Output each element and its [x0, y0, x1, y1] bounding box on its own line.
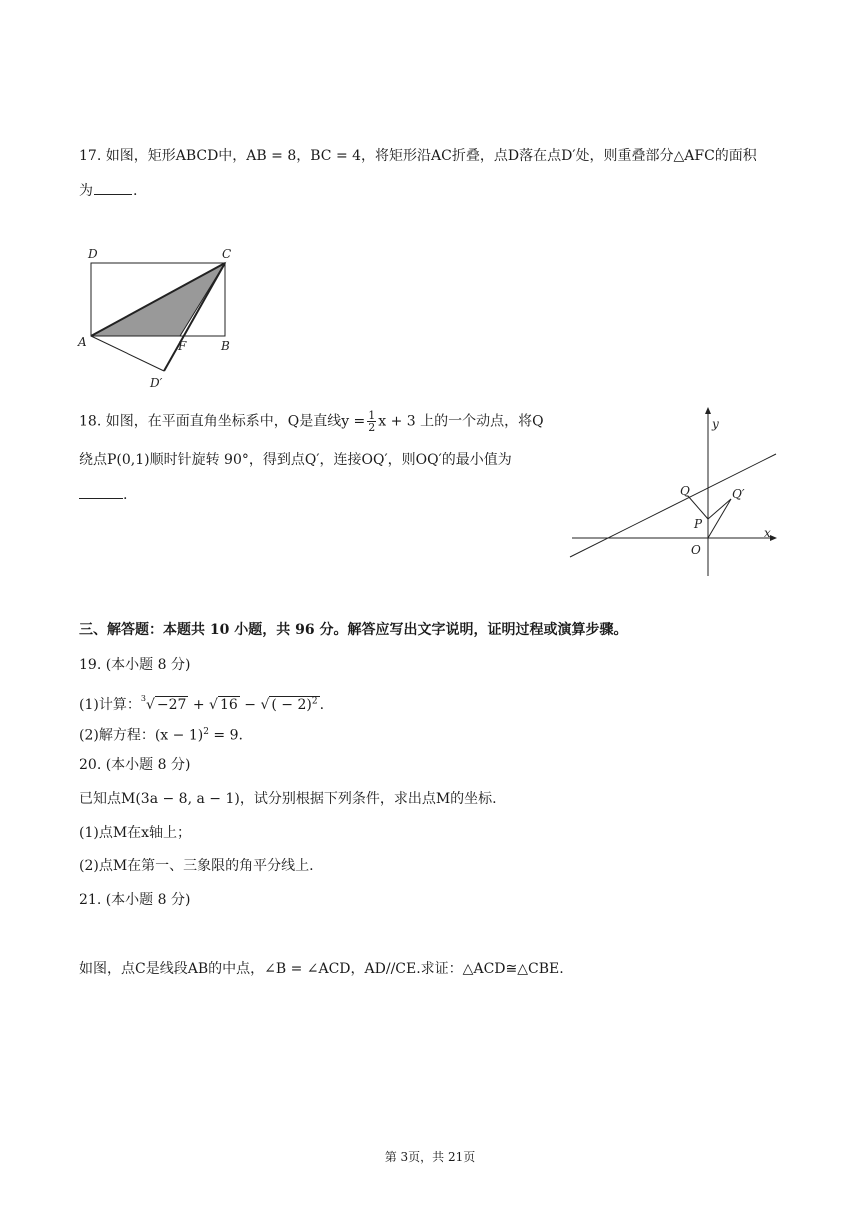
label-p: P	[694, 517, 703, 531]
q19-head: 19. (本小题 8 分)	[79, 657, 191, 673]
q20-part1: (1)点M在x轴上；	[79, 825, 192, 841]
q19-p1-label: (1)计算：	[79, 697, 141, 713]
label-b: B	[221, 339, 230, 353]
radical-sign: √	[145, 697, 155, 713]
line-y-half-x-plus-3	[570, 454, 776, 557]
plus-sign: +	[188, 697, 210, 713]
q20-part2: (2)点M在第一、三象限的角平分线上.	[79, 858, 314, 874]
cube-root-index: 3	[140, 694, 146, 703]
q17-line2-suffix: .	[133, 183, 138, 199]
q19-p2-expr: (x − 1)	[154, 727, 204, 744]
answer-blank	[94, 182, 132, 195]
radicand-1: −27	[156, 697, 187, 713]
label-d: D	[88, 247, 98, 261]
figure-17-rectangle-fold	[74, 240, 244, 392]
radicand-3	[269, 696, 319, 713]
radicand-3-exp: 2	[311, 696, 318, 707]
q19-part1	[79, 689, 324, 715]
label-y: y	[712, 417, 719, 431]
q18-line1	[79, 410, 544, 433]
frac-den: 2	[368, 421, 376, 434]
segment-pq-prime	[708, 499, 731, 519]
answer-blank	[79, 486, 123, 499]
label-c: C	[222, 247, 232, 261]
q19-p2-exp: 2	[203, 727, 209, 737]
fraction-one-half	[367, 410, 376, 433]
q18-line1-b: x + 3 上的一个动点，将Q	[378, 413, 544, 430]
q17-line2	[79, 181, 137, 201]
label-f: F	[178, 339, 187, 353]
segment-pq	[688, 496, 708, 519]
q17-line2-prefix: 为	[79, 183, 93, 199]
q19-p2-label: (2)解方程：	[79, 727, 155, 744]
q18-line3	[79, 485, 127, 505]
label-o: O	[691, 543, 701, 557]
label-d-prime: D′	[150, 376, 163, 390]
section-3-heading: 三、解答题：本题共 10 小题，共 96 分。解答应写出文字说明，证明过程或演算步骤。	[79, 622, 628, 638]
q18-line2: 绕点P(0,1)顺时针旋转 90°，得到点Q′，连接OQ′，则OQ′的最小值为	[79, 452, 512, 468]
radical-sign: √	[260, 697, 270, 713]
q19-p2-end: = 9.	[208, 727, 243, 744]
q17-line1: 17. 如图，矩形ABCD中，AB = 8，BC = 4，将矩形沿AC折叠，点D落在点D′处，则重叠部分△AFC的面积	[79, 148, 757, 164]
figure-18-coordinate-plane	[568, 402, 784, 578]
q18-line3-suffix: .	[123, 487, 128, 503]
folded-edge-ad	[91, 336, 164, 371]
q18-line1-a: 18. 如图，在平面直角坐标系中，Q是直线y =	[79, 413, 366, 430]
radicand-2: 16	[219, 697, 238, 713]
minus-sign: −	[239, 697, 261, 713]
label-x: x	[764, 526, 771, 540]
radicand-3-base: ( − 2)	[271, 697, 312, 713]
segment-oq-prime	[708, 499, 731, 538]
radical-sign: √	[209, 697, 218, 713]
q20-head: 20. (本小题 8 分)	[79, 757, 191, 773]
page-footer: 第 3页，共 21页	[384, 1150, 476, 1164]
q21-head: 21. (本小题 8 分)	[79, 892, 191, 908]
q19-part2	[79, 722, 243, 746]
label-q: Q	[680, 484, 690, 498]
frac-num: 1	[368, 409, 376, 422]
q21-stem: 如图，点C是线段AB的中点，∠B = ∠ACD，AD//CE.求证：△ACD≅△CBE.	[79, 961, 564, 977]
q19-p1-end: .	[319, 697, 325, 713]
label-a: A	[78, 335, 87, 349]
q20-stem: 已知点M(3a − 8, a − 1)，试分别根据下列条件，求出点M的坐标.	[79, 791, 497, 807]
label-q-prime: Q′	[732, 487, 745, 501]
